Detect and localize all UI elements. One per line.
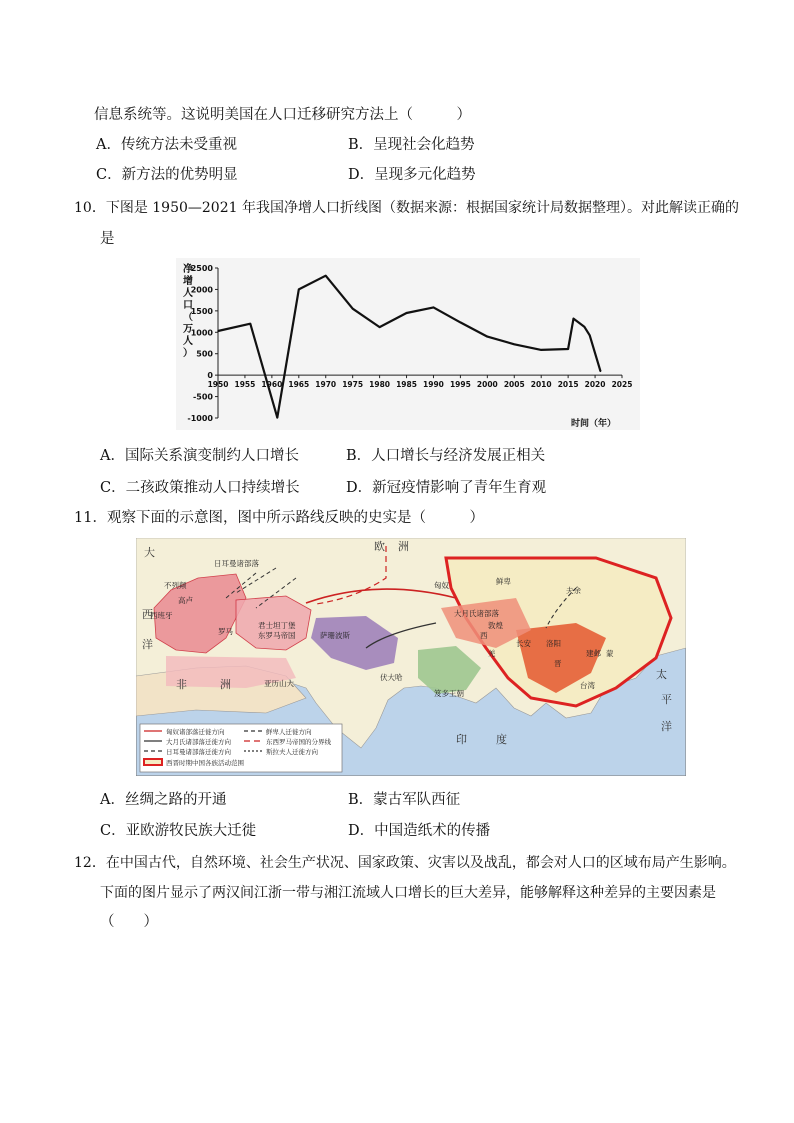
data-point bbox=[276, 417, 278, 419]
map-continent-label: 平 bbox=[661, 693, 672, 706]
map-continent-label: 洋 bbox=[661, 720, 672, 733]
legend-label: 日耳曼诸部落迁徙方向 bbox=[166, 748, 231, 756]
map-place-label: 洛阳 bbox=[546, 639, 561, 648]
map-continent-label: 度 bbox=[496, 733, 507, 746]
legend-label: 匈奴诸部落迁徙方向 bbox=[166, 728, 225, 736]
map-continent-label: 洲 bbox=[220, 678, 231, 691]
y-axis-label-char: 增 bbox=[183, 276, 193, 287]
legend-label: 大月氏诸部落迁徙方向 bbox=[166, 738, 231, 746]
data-point bbox=[487, 336, 489, 338]
x-tick-label: 1995 bbox=[449, 380, 471, 390]
map-continent-label: 欧 bbox=[374, 540, 385, 553]
chart-background bbox=[176, 258, 640, 430]
map-continent-label: 西 bbox=[142, 608, 153, 621]
x-tick-label: 1985 bbox=[396, 380, 417, 390]
map-continent-label: 洲 bbox=[398, 540, 409, 553]
legend-label: 鲜卑人迁徙方向 bbox=[266, 728, 312, 736]
data-point bbox=[433, 307, 435, 309]
map-place-label: 台湾 bbox=[580, 681, 595, 690]
x-tick-label: 2025 bbox=[611, 380, 633, 390]
q12-stem-line3: （ ） bbox=[100, 914, 158, 930]
data-point bbox=[589, 334, 591, 336]
map-place-label: 罗马 bbox=[218, 627, 233, 636]
map-place-label: 夫余 bbox=[566, 586, 581, 595]
x-tick-label: 1950 bbox=[207, 380, 229, 390]
data-point bbox=[406, 312, 408, 314]
data-point bbox=[583, 326, 585, 328]
q9-option-d[interactable]: D．呈现多元化趋势 bbox=[348, 167, 476, 183]
data-point bbox=[325, 275, 327, 277]
map-continent-label: 非 bbox=[176, 678, 187, 691]
map-place-label: 西 bbox=[480, 631, 488, 640]
map-place-label: 匈奴 bbox=[434, 581, 449, 590]
map-place-label: 建邺 bbox=[586, 649, 601, 658]
q9-option-c[interactable]: C．新方法的优势明显 bbox=[96, 167, 238, 183]
map-place-label: 晋 bbox=[554, 659, 562, 668]
q12-stem-line2: 下面的图片显示了两汉间江浙一带与湘江流域人口增长的巨大差异，能够解释这种差异的主要因素是 bbox=[100, 885, 716, 901]
q10-option-b[interactable]: B．人口增长与经济发展正相关 bbox=[346, 448, 546, 464]
x-tick-label: 1990 bbox=[423, 380, 444, 390]
y-tick-label: 1000 bbox=[190, 328, 213, 338]
y-tick-label: 2500 bbox=[190, 264, 213, 273]
y-tick-label: -500 bbox=[192, 392, 213, 402]
y-axis-label-char: 人 bbox=[183, 336, 193, 347]
data-point bbox=[573, 318, 575, 320]
x-tick-label: 1975 bbox=[342, 380, 364, 390]
q11-option-c[interactable]: C．亚欧游牧民族大迁徙 bbox=[100, 823, 257, 839]
map-place-label: 高卢 bbox=[178, 596, 193, 605]
x-tick-label: 2015 bbox=[557, 380, 579, 390]
q10-option-a[interactable]: A．国际关系演变制约人口增长 bbox=[100, 448, 299, 464]
legend-label: 西晋时期中国各族活动范围 bbox=[166, 759, 244, 767]
map-continent-label: 大 bbox=[144, 546, 155, 559]
data-point bbox=[250, 323, 252, 325]
legend-label: 斯拉夫人迁徙方向 bbox=[266, 748, 318, 756]
q11-stem: 11．观察下面的示意图，图中所示路线反映的史实是（ ） bbox=[74, 510, 484, 526]
y-tick-label: 2000 bbox=[190, 285, 213, 295]
q10-stem-line1: 10．下图是 1950—2021 年我国净增人口折线图（数据来源：根据国家统计局数据整理）。对此解读正确的 bbox=[74, 200, 739, 216]
x-tick-label: 2005 bbox=[503, 380, 525, 390]
legend-label: 东西罗马帝国的分界线 bbox=[266, 738, 331, 746]
map-place-label: 蒙 bbox=[606, 649, 614, 658]
y-tick-label: -1000 bbox=[187, 414, 213, 423]
x-tick-label: 2010 bbox=[530, 380, 552, 390]
q9-stem-tail: 信息系统等。这说明美国在人口迁移研究方法上（ ） bbox=[94, 107, 471, 123]
map-place-label: 羌 bbox=[488, 649, 496, 658]
y-axis-label-char: 口 bbox=[183, 300, 193, 311]
map-place-label: 西班牙 bbox=[150, 611, 173, 620]
map-place-label: 亚历山大 bbox=[264, 679, 294, 688]
map-place-label: 东罗马帝国 bbox=[258, 631, 296, 640]
map-continent-label: 洋 bbox=[142, 638, 153, 651]
map-place-label: 君士坦丁堡 bbox=[258, 621, 296, 630]
q9-option-a[interactable]: A．传统方法未受重视 bbox=[96, 137, 237, 153]
y-tick-label: 500 bbox=[196, 349, 213, 359]
map-place-label: 敦煌 bbox=[488, 621, 503, 630]
q10-stem-line2: 是 bbox=[100, 231, 115, 247]
eurasia-migration-map bbox=[136, 538, 686, 776]
data-point bbox=[567, 348, 569, 350]
q10-option-d[interactable]: D．新冠疫情影响了青年生育观 bbox=[346, 480, 547, 496]
q11-option-d[interactable]: D．中国造纸术的传播 bbox=[348, 823, 491, 839]
map-place-label: 伏大哈 bbox=[380, 673, 403, 682]
x-tick-label: 1960 bbox=[261, 380, 283, 390]
data-point bbox=[298, 289, 300, 291]
y-axis-label-char: 万 bbox=[183, 324, 193, 335]
x-tick-label: 1965 bbox=[288, 380, 310, 390]
x-tick-label: 1955 bbox=[234, 380, 256, 390]
map-place-label: 不列颠 bbox=[164, 581, 187, 590]
data-point bbox=[460, 322, 462, 324]
x-tick-label: 1970 bbox=[315, 380, 337, 390]
q11-option-b[interactable]: B．蒙古军队西征 bbox=[348, 792, 461, 808]
y-axis-label-char: ） bbox=[183, 348, 193, 359]
q11-option-a[interactable]: A．丝绸之路的开通 bbox=[100, 792, 227, 808]
map-place-label: 鲜卑 bbox=[496, 577, 511, 586]
map-place-label: 笈多王朝 bbox=[434, 689, 464, 698]
x-tick-label: 2020 bbox=[584, 380, 606, 390]
data-point bbox=[379, 326, 381, 328]
q9-option-b[interactable]: B．呈现社会化趋势 bbox=[348, 137, 475, 153]
x-tick-label: 2000 bbox=[476, 380, 498, 390]
data-point bbox=[217, 330, 219, 332]
map-continent-label: 太 bbox=[656, 668, 667, 681]
map-continent-label: 印 bbox=[456, 733, 467, 746]
map-place-label: 大月氏诸部落 bbox=[454, 609, 499, 618]
map-place-label: 长安 bbox=[516, 639, 531, 648]
x-tick-label: 1980 bbox=[369, 380, 391, 390]
q10-option-c[interactable]: C．二孩政策推动人口持续增长 bbox=[100, 480, 300, 496]
data-point bbox=[540, 349, 542, 351]
y-axis-label-char: 人 bbox=[183, 288, 193, 299]
map-place-label: 萨珊波斯 bbox=[320, 631, 350, 640]
legend-swatch bbox=[144, 759, 162, 765]
map-place-label: 日耳曼诸部落 bbox=[214, 559, 259, 568]
y-axis-label-char: 净 bbox=[183, 264, 193, 275]
data-point bbox=[600, 370, 602, 372]
data-point bbox=[352, 308, 354, 310]
net-population-line-chart bbox=[176, 258, 640, 430]
x-axis-label: 时间（年） bbox=[570, 419, 616, 429]
y-tick-label: 1500 bbox=[190, 306, 213, 316]
y-axis-label-char: （ bbox=[183, 312, 193, 323]
q12-stem-line1: 12．在中国古代，自然环境、社会生产状况、国家政策、灾害以及战乱，都会对人口的区域布局产生影响。 bbox=[74, 855, 736, 871]
data-point bbox=[513, 343, 515, 345]
y-tick-label: 0 bbox=[207, 371, 213, 381]
